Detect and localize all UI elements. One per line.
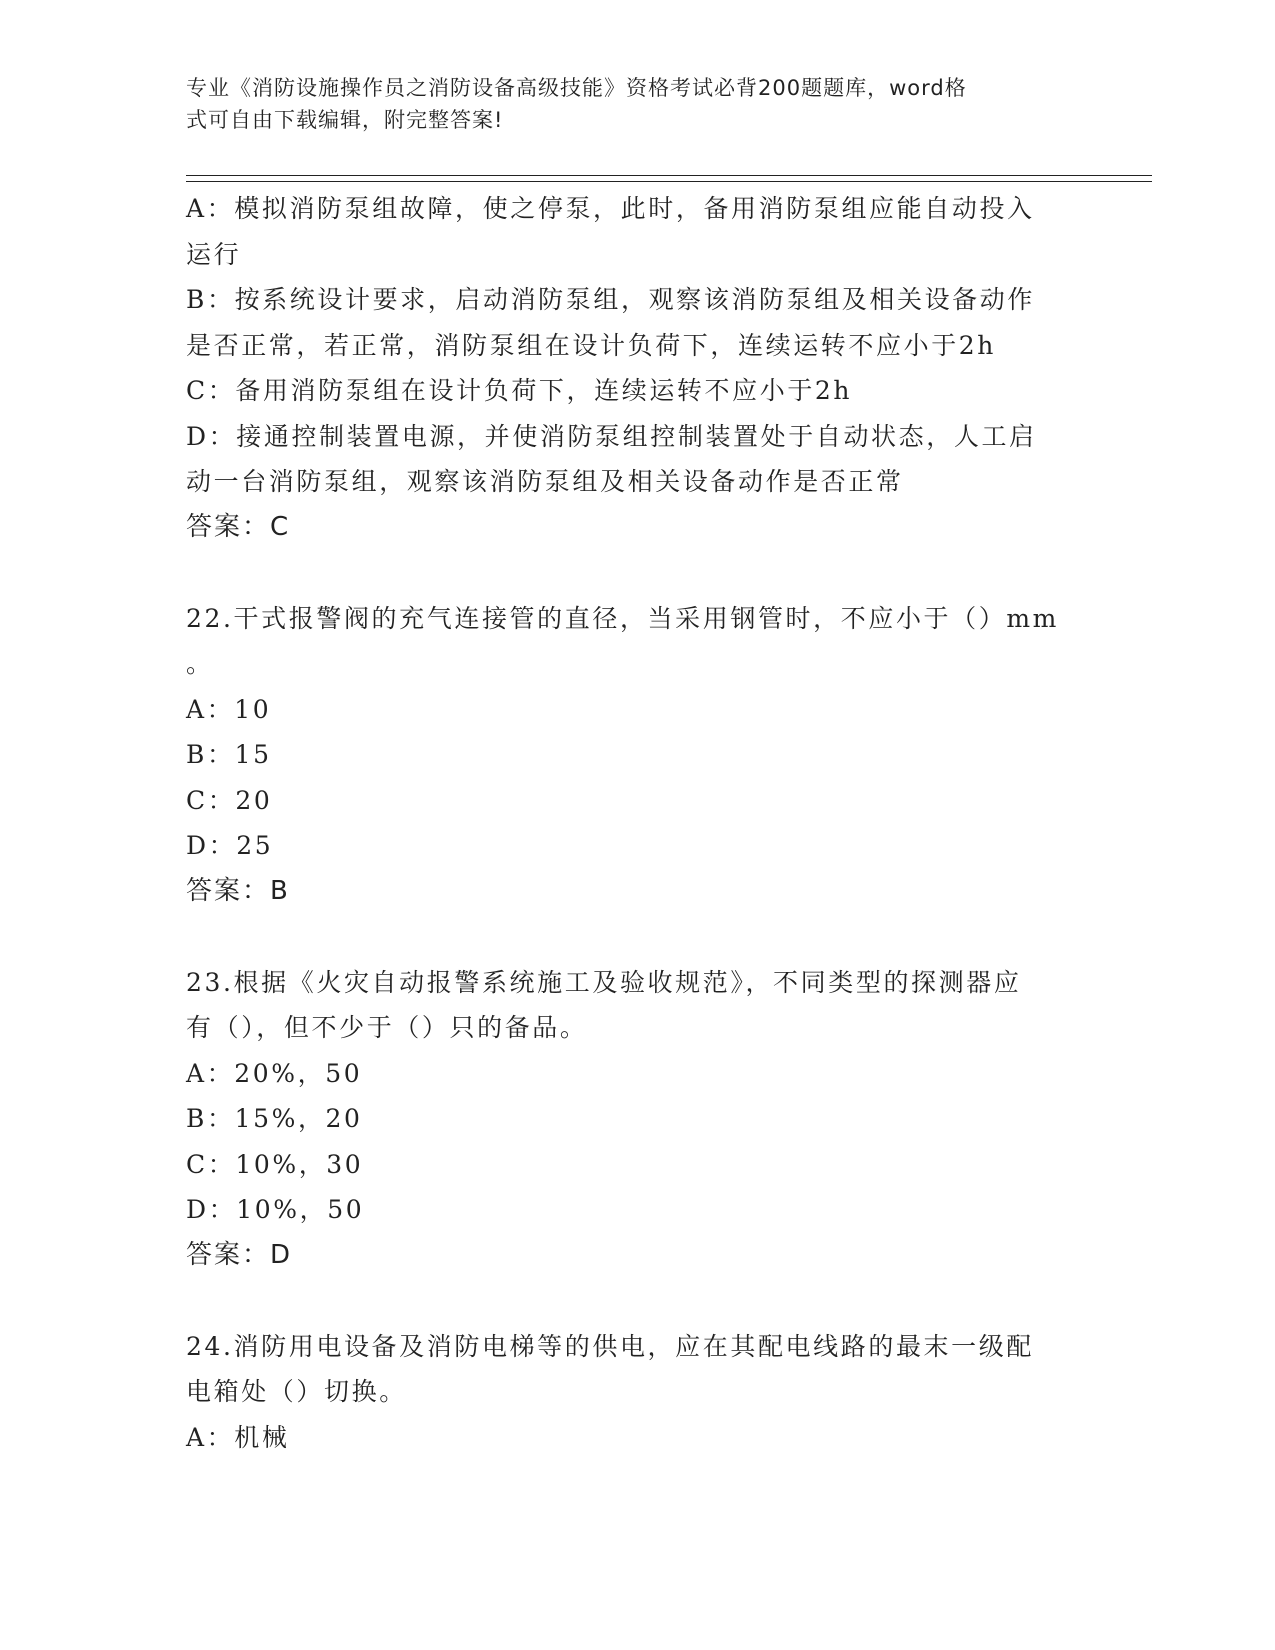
question-stem: 23.根据《火灾自动报警系统施工及验收规范》，不同类型的探测器应: [186, 967, 1022, 997]
spacer: [186, 914, 1076, 960]
answer-line: 答案：B: [186, 875, 290, 906]
option-a-continued: 运行: [186, 239, 242, 269]
option-d: D：10%，50: [186, 1195, 365, 1224]
header-line-2: 式可自由下载编辑，附完整答案!: [186, 108, 504, 132]
option-c: C：备用消防泵组在设计负荷下，连续运转不应小于2h: [186, 376, 853, 405]
header-line-1: 专业《消防设施操作员之消防设备高级技能》资格考试必背200题题库，word格: [186, 76, 967, 100]
option-c: C：20: [186, 785, 273, 815]
question-stem: 22.干式报警阀的充气连接管的直径，当采用钢管时，不应小于（）mm: [186, 603, 1059, 633]
answer-line: 答案：D: [186, 1239, 293, 1270]
spacer: [186, 1278, 1076, 1324]
option-a: A：20%，50: [186, 1058, 363, 1088]
question-22-block: [186, 596, 1076, 915]
question-content: [186, 186, 1076, 1460]
option-a: A：10: [186, 694, 272, 724]
answer-line: 答案：C: [186, 511, 291, 542]
option-c: C：10%，30: [186, 1149, 364, 1179]
header-divider-bottom: [186, 181, 1152, 182]
question-24-block: [186, 1324, 1076, 1461]
question-21-block: [186, 186, 1076, 550]
option-b: B：按系统设计要求，启动消防泵组，观察该消防泵组及相关设备动作: [186, 285, 1035, 314]
option-d: D：接通控制装置电源，并使消防泵组控制装置处于自动状态，人工启: [186, 421, 1037, 451]
option-b: B：15%，20: [186, 1104, 363, 1133]
option-b-continued: 是否正常，若正常，消防泵组在设计负荷下，连续运转不应小于2h: [186, 330, 997, 360]
option-a: A：机械: [186, 1422, 290, 1452]
spacer: [186, 550, 1076, 596]
document-header: [186, 72, 1066, 136]
question-stem-continued: 电箱处（）切换。: [186, 1377, 407, 1406]
question-23-block: [186, 960, 1076, 1279]
question-stem-continued: 有（），但不少于（）只的备品。: [186, 1013, 588, 1042]
option-b: B：15: [186, 740, 272, 769]
question-stem-continued: 。: [186, 649, 214, 678]
option-d-continued: 动一台消防泵组，观察该消防泵组及相关设备动作是否正常: [186, 467, 904, 496]
header-divider-top: [186, 175, 1152, 176]
option-a: A：模拟消防泵组故障，使之停泵，此时，备用消防泵组应能自动投入: [186, 194, 1035, 223]
option-d: D：25: [186, 831, 274, 860]
question-stem: 24.消防用电设备及消防电梯等的供电，应在其配电线路的最末一级配: [186, 1331, 1034, 1361]
